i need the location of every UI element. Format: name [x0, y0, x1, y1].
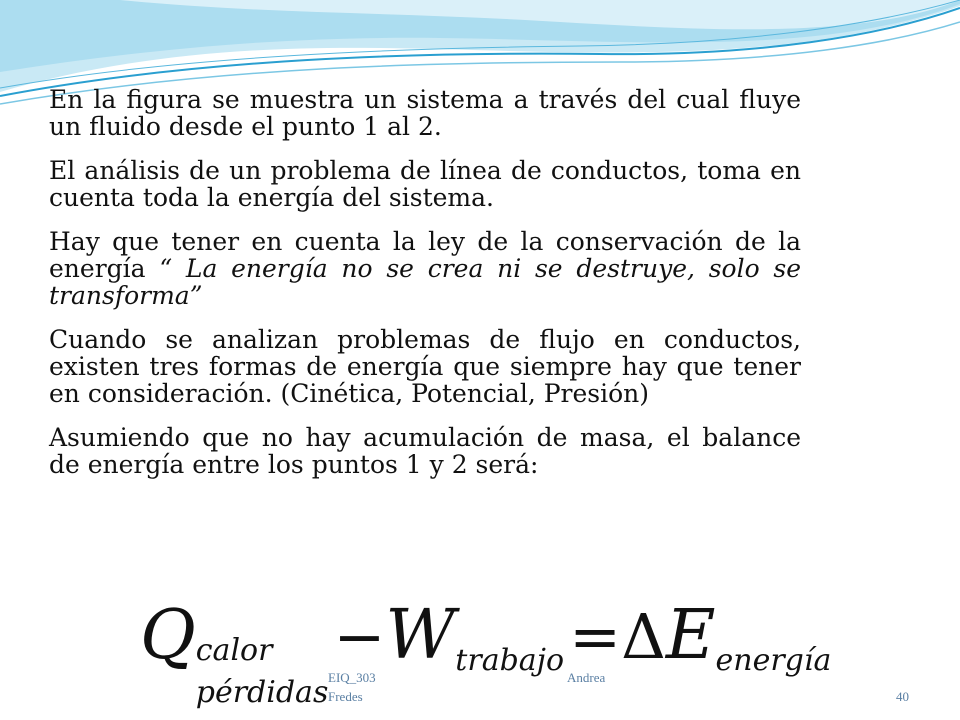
slide-number: 40 — [896, 689, 909, 704]
formula-e: E — [665, 596, 716, 675]
formula-q-subscripts — [196, 632, 329, 716]
paragraph-3 — [49, 228, 801, 309]
footer-author-first: Andrea — [567, 670, 606, 685]
paragraph-4: Cuando se analizan problemas de flujo en conductos, existen tres formas de energía que siempre hay que tener en consideración. (Cinética, Potencial, Presión) — [49, 325, 801, 408]
formula-q-sub-perdidas: pérdidas — [195, 675, 329, 710]
formula-w-sub: trabajo — [455, 643, 565, 678]
formula-w: W — [385, 596, 456, 675]
conservation-law-quote: “ La energía no se crea ni se destruye, solo se transforma” — [49, 254, 802, 310]
paragraph-5: Asumiendo que no hay acumulación de masa, el balance de energía entre los puntos 1 y 2 será: — [49, 423, 801, 479]
footer-course: EIQ_303 — [328, 670, 376, 685]
energy-balance-equation — [140, 596, 831, 716]
formula-minus: − — [333, 600, 386, 673]
footer-author-last: Fredes — [328, 689, 363, 704]
paragraph-3-text: Hay que tener en cuenta la ley de la conservación de la energía — [49, 227, 801, 283]
formula-delta: Δ — [621, 600, 666, 673]
formula-q: Q — [140, 596, 196, 675]
paragraph-2: El análisis de un problema de línea de conductos, toma en cuenta toda la energía del sistema. — [49, 156, 801, 212]
formula-equals: = — [569, 600, 622, 673]
slide-body — [49, 86, 801, 495]
formula-e-sub: energía — [715, 643, 832, 678]
formula-q-sub-calor: calor — [195, 633, 273, 668]
paragraph-1: En la figura se muestra un sistema a través del cual fluye un fluido desde el punto 1 al 2. — [49, 85, 801, 141]
